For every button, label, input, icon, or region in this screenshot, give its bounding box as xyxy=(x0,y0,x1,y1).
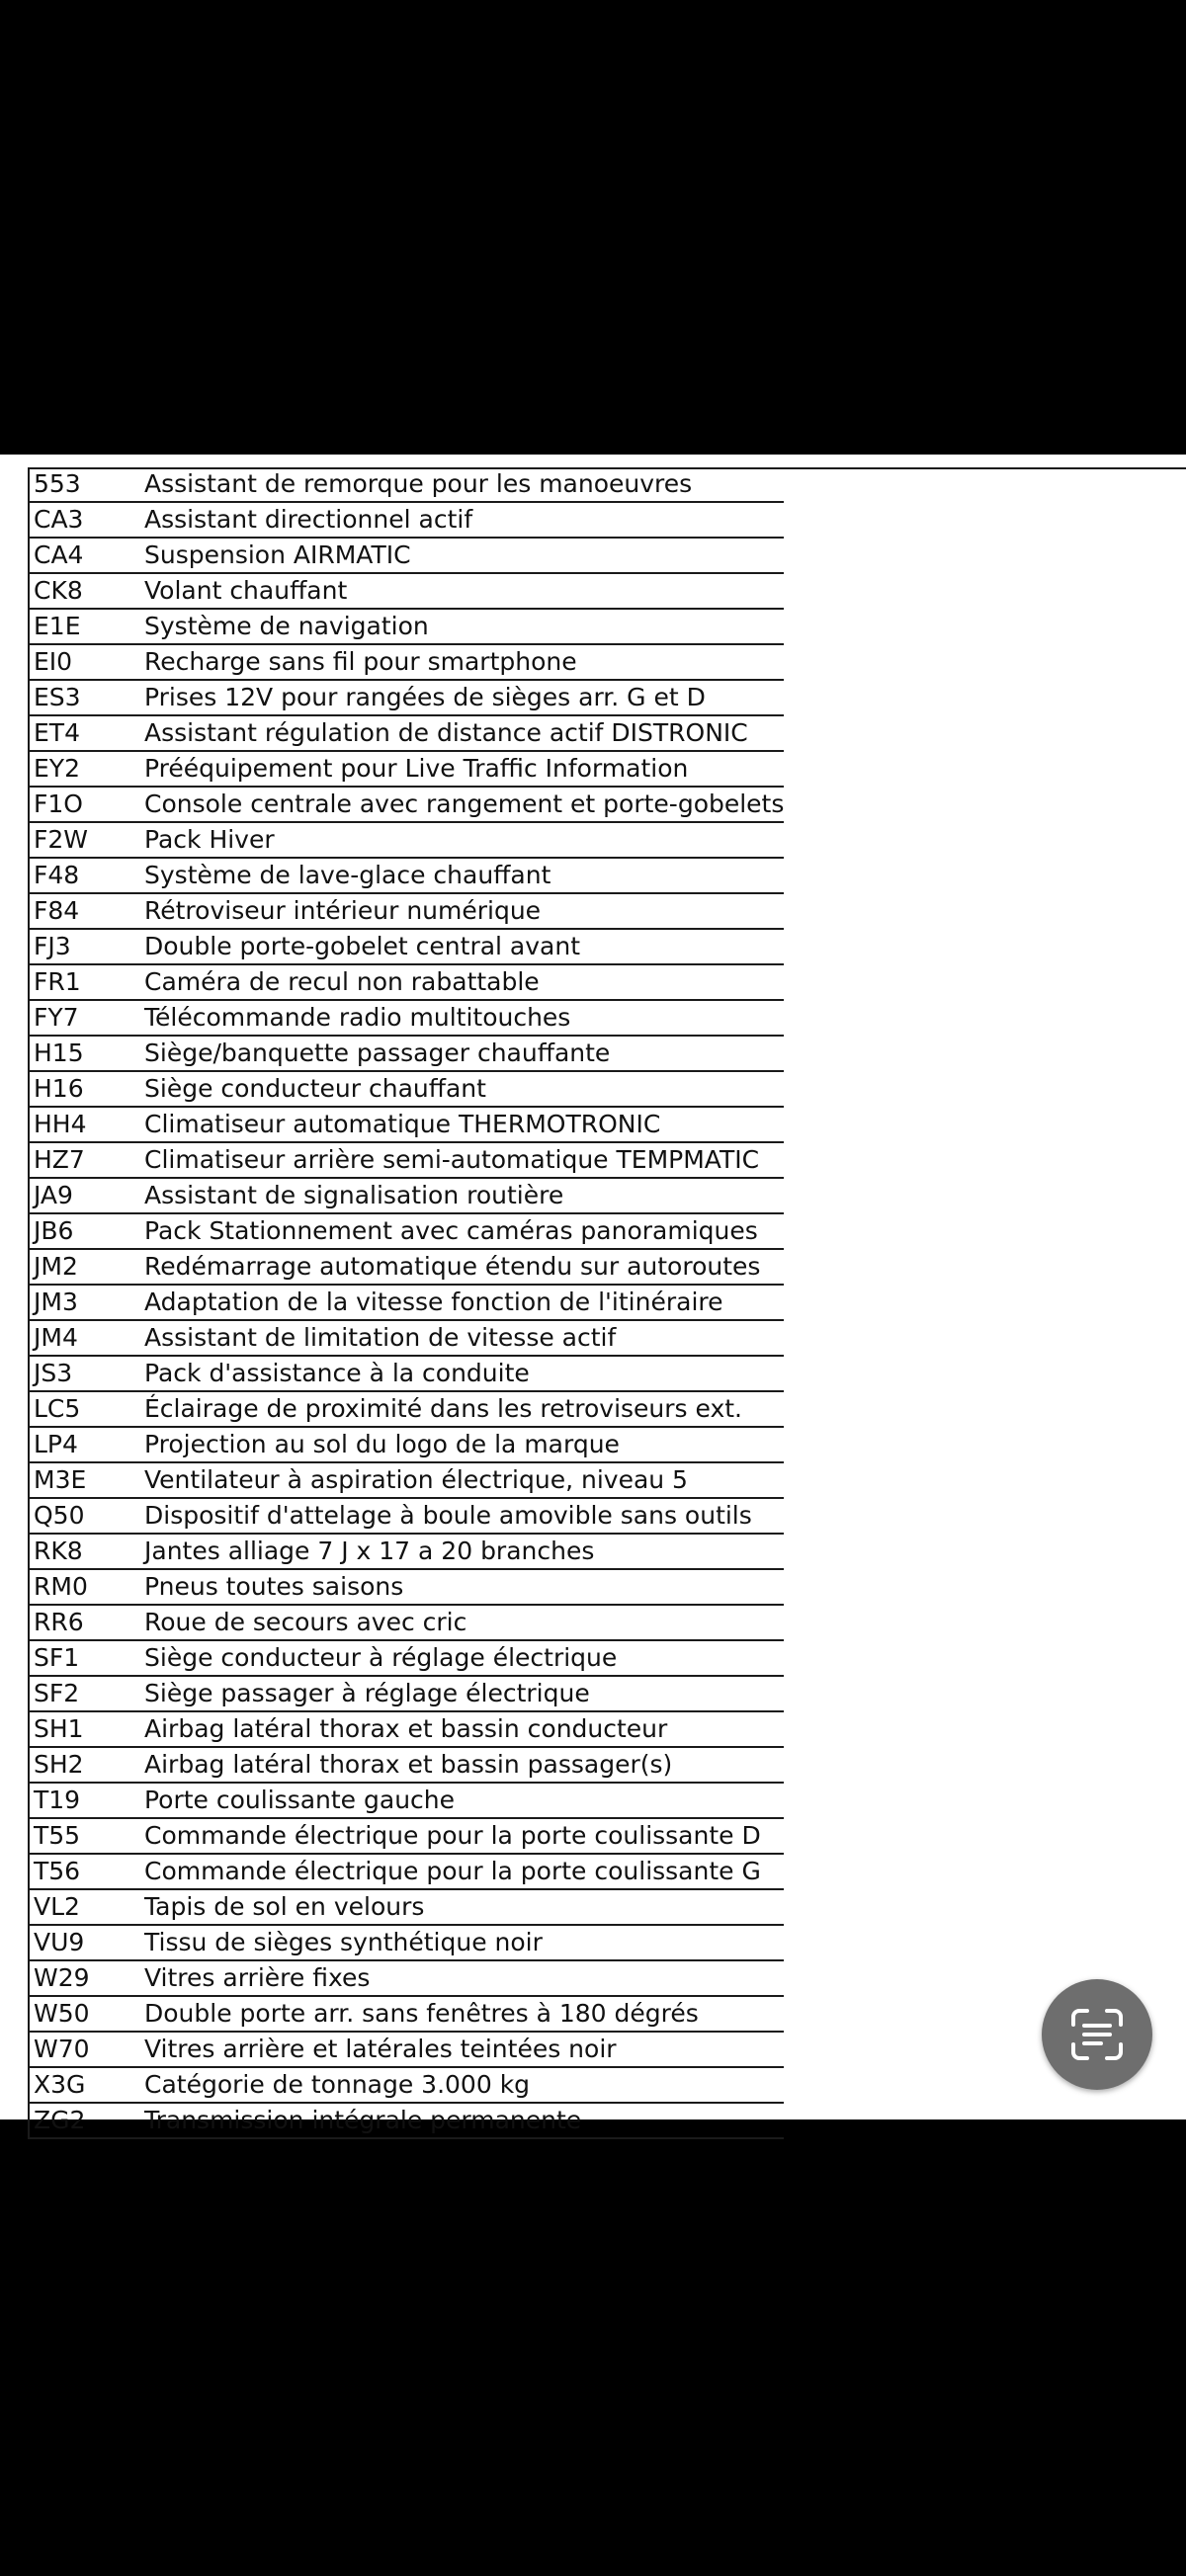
table-row xyxy=(29,680,784,715)
option-code: FJ3 xyxy=(29,929,144,964)
option-code: VU9 xyxy=(29,1925,144,1960)
option-description: Climatiseur arrière semi-automatique TEMPMATIC xyxy=(144,1142,784,1178)
document-image xyxy=(0,455,1186,2134)
option-code: W50 xyxy=(29,1996,144,2032)
table-row xyxy=(29,538,784,573)
option-description: Roue de secours avec cric xyxy=(144,1605,784,1640)
table-row xyxy=(29,1320,784,1356)
option-code: HH4 xyxy=(29,1107,144,1142)
option-code: W29 xyxy=(29,1960,144,1996)
option-description: Rétroviseur intérieur numérique xyxy=(144,893,784,929)
table-row xyxy=(29,1960,784,1996)
option-description: Console centrale avec rangement et porte-gobelets xyxy=(144,787,784,822)
table-row xyxy=(29,644,784,680)
option-code: H15 xyxy=(29,1036,144,1071)
table-row xyxy=(29,1391,784,1427)
option-code: SF1 xyxy=(29,1640,144,1676)
table-row xyxy=(29,1000,784,1036)
table-row xyxy=(29,1925,784,1960)
option-description: Télécommande radio multitouches xyxy=(144,1000,784,1036)
table-row xyxy=(29,1996,784,2032)
table-row xyxy=(29,1427,784,1462)
option-description: Commande électrique pour la porte coulissante D xyxy=(144,1818,784,1854)
table-row xyxy=(29,1889,784,1925)
table-row xyxy=(29,893,784,929)
option-code: ES3 xyxy=(29,680,144,715)
option-code: FR1 xyxy=(29,964,144,1000)
option-description: Double porte-gobelet central avant xyxy=(144,929,784,964)
table-row xyxy=(29,1249,784,1285)
option-description: Pack Stationnement avec caméras panoramiques xyxy=(144,1213,784,1249)
table-row xyxy=(29,822,784,858)
table-row xyxy=(29,1036,784,1071)
table-row xyxy=(29,609,784,644)
option-code: JM2 xyxy=(29,1249,144,1285)
table-row xyxy=(29,1462,784,1498)
option-description: Transmission intégrale permanente xyxy=(144,2103,784,2138)
option-code: RR6 xyxy=(29,1605,144,1640)
option-description: Siège passager à réglage électrique xyxy=(144,1676,784,1711)
option-code: CA3 xyxy=(29,502,144,538)
table-row xyxy=(29,1747,784,1783)
option-description: Système de lave-glace chauffant xyxy=(144,858,784,893)
option-description: Vitres arrière et latérales teintées noir xyxy=(144,2032,784,2067)
option-code: 553 xyxy=(29,467,144,502)
option-code: SH1 xyxy=(29,1711,144,1747)
option-description: Assistant régulation de distance actif DISTRONIC xyxy=(144,715,784,751)
option-description: Assistant directionnel actif xyxy=(144,502,784,538)
option-code: E1E xyxy=(29,609,144,644)
option-code: T55 xyxy=(29,1818,144,1854)
table-row xyxy=(29,1213,784,1249)
table-row xyxy=(29,502,784,538)
option-description: Airbag latéral thorax et bassin passager(s) xyxy=(144,1747,784,1783)
table-row xyxy=(29,929,784,964)
option-description: Assistant de limitation de vitesse actif xyxy=(144,1320,784,1356)
option-description: Double porte arr. sans fenêtres à 180 dégrés xyxy=(144,1996,784,2032)
option-code: JB6 xyxy=(29,1213,144,1249)
option-code: VL2 xyxy=(29,1889,144,1925)
option-description: Assistant de remorque pour les manoeuvres xyxy=(144,467,784,502)
table-row xyxy=(29,1498,784,1534)
option-description: Adaptation de la vitesse fonction de l'itinéraire xyxy=(144,1285,784,1320)
option-description: Dispositif d'attelage à boule amovible sans outils xyxy=(144,1498,784,1534)
option-code: EY2 xyxy=(29,751,144,787)
option-code: Q50 xyxy=(29,1498,144,1534)
option-code: RM0 xyxy=(29,1569,144,1605)
option-description: Vitres arrière fixes xyxy=(144,1960,784,1996)
option-code: M3E xyxy=(29,1462,144,1498)
option-description: Pack d'assistance à la conduite xyxy=(144,1356,784,1391)
table-row xyxy=(29,2067,784,2103)
option-code: ET4 xyxy=(29,715,144,751)
option-code: X3G xyxy=(29,2067,144,2103)
table-row xyxy=(29,2103,784,2138)
option-code: CA4 xyxy=(29,538,144,573)
option-description: Pneus toutes saisons xyxy=(144,1569,784,1605)
option-description: Siège conducteur à réglage électrique xyxy=(144,1640,784,1676)
table-row xyxy=(29,1783,784,1818)
text-scan-button[interactable] xyxy=(1042,1979,1152,2090)
option-description: Prééquipement pour Live Traffic Information xyxy=(144,751,784,787)
table-row xyxy=(29,573,784,609)
table-row xyxy=(29,1071,784,1107)
table-row xyxy=(29,1107,784,1142)
option-description: Volant chauffant xyxy=(144,573,784,609)
option-code: JS3 xyxy=(29,1356,144,1391)
table-row xyxy=(29,1854,784,1889)
table-row xyxy=(29,1142,784,1178)
option-code: SF2 xyxy=(29,1676,144,1711)
option-code: JM4 xyxy=(29,1320,144,1356)
option-description: Suspension AIRMATIC xyxy=(144,538,784,573)
option-code: W70 xyxy=(29,2032,144,2067)
option-description: Siège conducteur chauffant xyxy=(144,1071,784,1107)
option-description: Projection au sol du logo de la marque xyxy=(144,1427,784,1462)
table-row xyxy=(29,1178,784,1213)
option-description: Jantes alliage 7 J x 17 a 20 branches xyxy=(144,1534,784,1569)
option-description: Ventilateur à aspiration électrique, niveau 5 xyxy=(144,1462,784,1498)
table-row xyxy=(29,1569,784,1605)
option-description: Éclairage de proximité dans les retroviseurs ext. xyxy=(144,1391,784,1427)
option-description: Redémarrage automatique étendu sur autoroutes xyxy=(144,1249,784,1285)
option-code: HZ7 xyxy=(29,1142,144,1178)
option-code: F84 xyxy=(29,893,144,929)
option-code: LC5 xyxy=(29,1391,144,1427)
table-row xyxy=(29,1676,784,1711)
option-description: Tapis de sol en velours xyxy=(144,1889,784,1925)
option-description: Prises 12V pour rangées de sièges arr. G et D xyxy=(144,680,784,715)
option-code: CK8 xyxy=(29,573,144,609)
table-row xyxy=(29,964,784,1000)
table-row xyxy=(29,1818,784,1854)
table-row xyxy=(29,1640,784,1676)
table-row xyxy=(29,715,784,751)
option-code: SH2 xyxy=(29,1747,144,1783)
table-row xyxy=(29,1534,784,1569)
option-description: Recharge sans fil pour smartphone xyxy=(144,644,784,680)
option-code: RK8 xyxy=(29,1534,144,1569)
table-row xyxy=(29,1605,784,1640)
table-row xyxy=(29,467,784,502)
table-row xyxy=(29,1285,784,1320)
text-scan-icon xyxy=(1067,2005,1127,2064)
option-code: T56 xyxy=(29,1854,144,1889)
option-code: H16 xyxy=(29,1071,144,1107)
table-row xyxy=(29,1711,784,1747)
option-code: JM3 xyxy=(29,1285,144,1320)
option-description: Pack Hiver xyxy=(144,822,784,858)
option-code: F1O xyxy=(29,787,144,822)
option-code: LP4 xyxy=(29,1427,144,1462)
table-row xyxy=(29,2032,784,2067)
options-table-body xyxy=(29,467,784,2138)
option-code: ZG2 xyxy=(29,2103,144,2138)
option-description: Tissu de sièges synthétique noir xyxy=(144,1925,784,1960)
option-code: T19 xyxy=(29,1783,144,1818)
options-table xyxy=(28,467,784,2139)
option-description: Porte coulissante gauche xyxy=(144,1783,784,1818)
option-description: Assistant de signalisation routière xyxy=(144,1178,784,1213)
option-description: Climatiseur automatique THERMOTRONIC xyxy=(144,1107,784,1142)
option-description: Système de navigation xyxy=(144,609,784,644)
option-description: Airbag latéral thorax et bassin conducteur xyxy=(144,1711,784,1747)
table-row xyxy=(29,1356,784,1391)
option-description: Commande électrique pour la porte coulissante G xyxy=(144,1854,784,1889)
option-description: Catégorie de tonnage 3.000 kg xyxy=(144,2067,784,2103)
table-row xyxy=(29,858,784,893)
option-code: JA9 xyxy=(29,1178,144,1213)
option-code: F2W xyxy=(29,822,144,858)
option-description: Siège/banquette passager chauffante xyxy=(144,1036,784,1071)
option-code: FY7 xyxy=(29,1000,144,1036)
option-code: EI0 xyxy=(29,644,144,680)
table-row xyxy=(29,787,784,822)
option-code: F48 xyxy=(29,858,144,893)
option-description: Caméra de recul non rabattable xyxy=(144,964,784,1000)
table-row xyxy=(29,751,784,787)
